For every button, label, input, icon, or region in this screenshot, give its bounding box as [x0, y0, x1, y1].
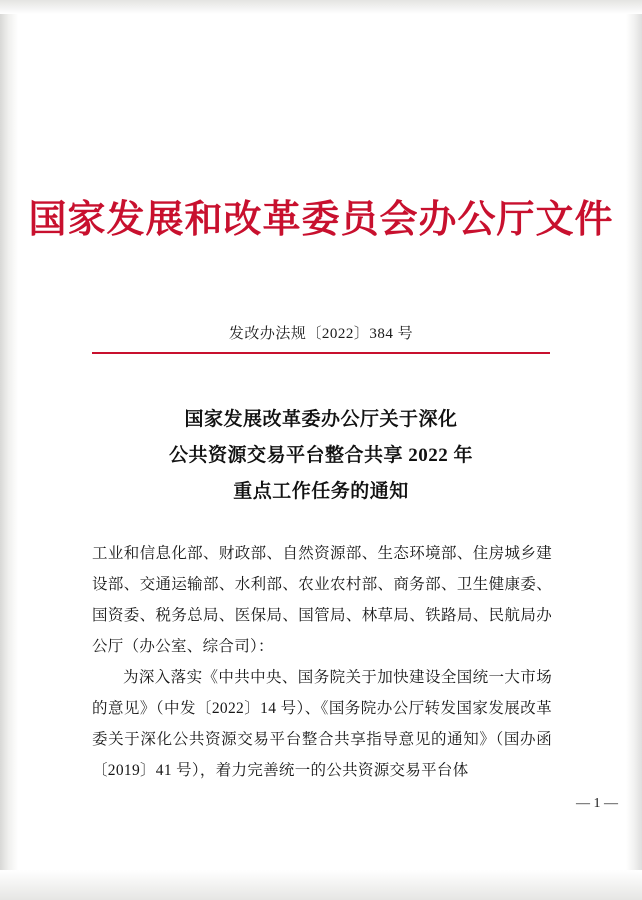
document-headline — [92, 402, 550, 510]
document-number: 发改办法规〔2022〕384 号 — [228, 326, 414, 342]
document-title: 国家发展和改革委员会办公厅文件 — [28, 199, 614, 241]
headline-line-3: 重点工作任务的通知 — [233, 481, 409, 502]
page-number: — 1 — — [576, 796, 618, 811]
headline-line-1: 国家发展改革委办公厅关于深化 — [184, 409, 458, 430]
headline-line-2: 公共资源交易平台整合共享 2022 年 — [168, 445, 473, 466]
red-divider-rule — [92, 352, 550, 354]
body-paragraph-opening: 为深入落实《中共中央、国务院关于加快建设全国统一大市场的意见》（中发〔2022〕14 号）、《国务院办公厅转发国家发展改革委关于深化公共资源交易平台整合共享指导意见的通知》（国办函〔2019〕41 号），着力完善统一的公共资源交易平台体 — [92, 669, 552, 779]
body-paragraph-recipients: 工业和信息化部、财政部、自然资源部、生态环境部、住房城乡建设部、交通运输部、水利部、农业农村部、商务部、卫生健康委、国资委、税务总局、医保局、国管局、林草局、铁路局、民航局办公厅（办公室、综合司）： — [92, 545, 552, 655]
document-body — [92, 538, 552, 786]
